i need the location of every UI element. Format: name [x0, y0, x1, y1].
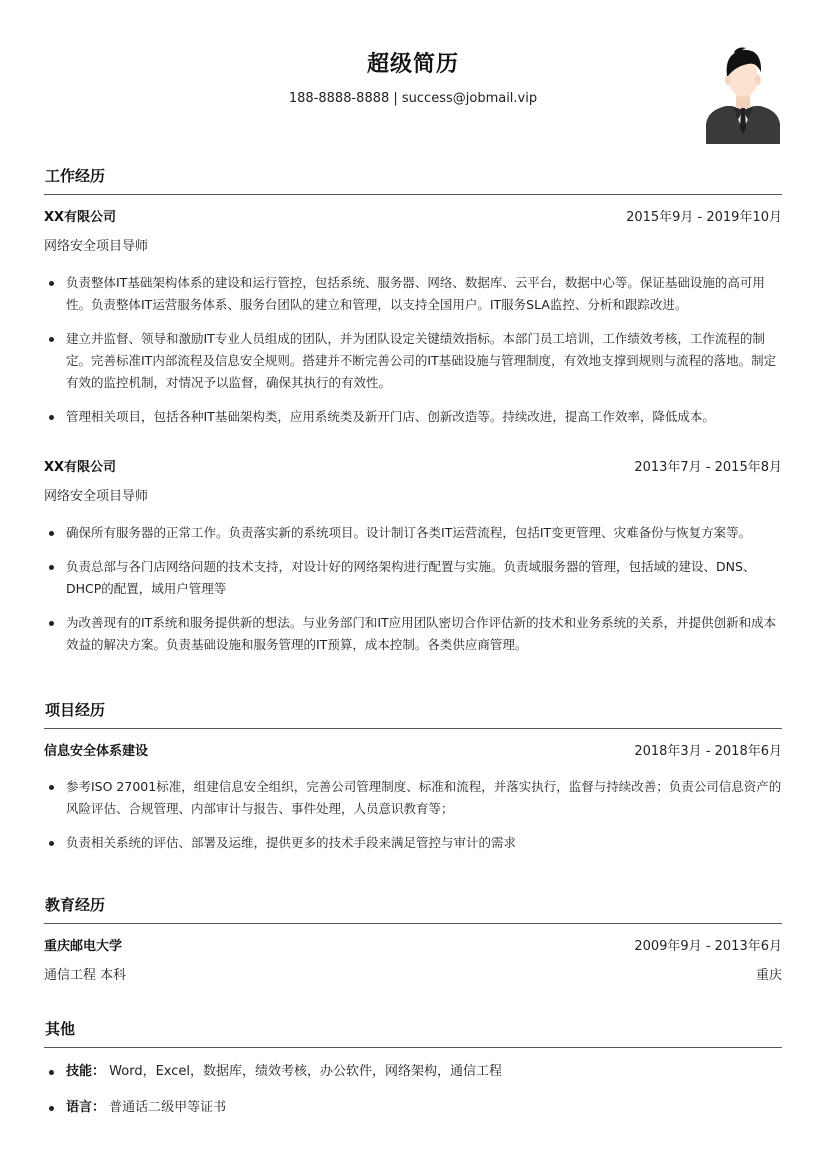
school-city: 重庆	[755, 968, 782, 983]
resume-header	[44, 0, 782, 150]
date-range: 2009年9月 - 2013年6月	[634, 939, 782, 954]
duty-item: 负责相关系统的评估、部署及运维，提供更多的技术手段来满足管控与审计的需求	[44, 832, 782, 854]
project-entry	[44, 742, 782, 866]
major-degree: 通信工程 本科	[44, 968, 127, 983]
resume-title: 超级简历	[366, 52, 459, 77]
section-divider	[44, 728, 782, 729]
education-section	[44, 893, 782, 924]
date-range: 2018年3月 - 2018年6月	[634, 744, 782, 759]
duty-item: 参考ISO 27001标准，组建信息安全组织，完善公司管理制度、标准和流程，并落实执行，监督与持续改善；负责公司信息资产的风险评估、合规管理、内部审计与报告、事件处理，人员意识教育等；	[44, 776, 782, 820]
other-list	[44, 1062, 782, 1118]
project-section	[44, 698, 782, 729]
section-title-projects: 项目经历	[45, 701, 106, 719]
project-entry-header	[44, 742, 782, 762]
duty-item: 为改善现有的IT系统和服务提供新的想法。与业务部门和IT应用团队密切合作评估新的技术和业务系统的关系，并提供创新和成本效益的解决方案。负责基础设施和服务管理的IT预算，成本控制。各类供应商管理。	[44, 612, 782, 656]
company-name: XX有限公司	[44, 210, 117, 225]
skills-value: Word，Excel，数据库，绩效考核，办公软件，网络架构，通信工程	[109, 1064, 503, 1079]
job-role-row	[44, 237, 782, 257]
duty-item: 确保所有服务器的正常工作。负责落实新的系统项目。设计制订各类IT运营流程，包括IT变更管理、灾难备份与恢复方案等。	[44, 522, 782, 544]
school-name: 重庆邮电大学	[44, 939, 123, 954]
job-role-row	[44, 487, 782, 507]
avatar-illustration	[704, 42, 782, 144]
duty-item: 建立并监督、领导和激励IT专业人员组成的团队，并为团队设定关键绩效指标。本部门员工培训，工作绩效考核，工作流程的制定。完善标准IT内部流程及信息安全规则。搭建并不断完善公司的IT基础设施与管理制度，有效地支撑到规则与流程的落地。制定有效的监控机制，对情况予以监督，确保其执行的有效性。	[44, 328, 782, 394]
work-entry	[44, 208, 782, 440]
education-entry	[44, 937, 782, 986]
section-divider	[44, 923, 782, 924]
section-divider	[44, 1047, 782, 1048]
work-entry-header	[44, 208, 782, 228]
project-name: 信息安全体系建设	[44, 744, 149, 759]
duty-list	[44, 522, 782, 656]
duty-item: 管理相关项目，包括各种IT基础架构类，应用系统类及新开门店、创新改造等。持续改进，提高工作效率，降低成本。	[44, 406, 782, 428]
avatar	[704, 42, 782, 144]
education-detail-row	[44, 966, 782, 986]
section-title-other: 其他	[45, 1020, 76, 1038]
work-entry-header	[44, 458, 782, 478]
duty-item: 负责总部与各门店网络问题的技术支持，对设计好的网络架构进行配置与实施。负责域服务器的管理，包括域的建设、DNS、DHCP的配置，域用户管理等	[44, 556, 782, 600]
other-section	[44, 1017, 782, 1048]
resume-page	[44, 0, 782, 1169]
date-range: 2015年9月 - 2019年10月	[626, 210, 782, 225]
language-label: 语言：	[66, 1100, 106, 1115]
section-title-education: 教育经历	[45, 896, 106, 914]
company-name: XX有限公司	[44, 460, 117, 475]
language-value: 普通话二级甲等证书	[109, 1100, 227, 1115]
job-role: 网络安全项目导师	[44, 489, 149, 504]
job-role: 网络安全项目导师	[44, 239, 149, 254]
work-section	[44, 164, 782, 195]
work-entry	[44, 458, 782, 668]
duty-item: 负责整体IT基础架构体系的建设和运行管控，包括系统、服务器、网络、数据库、云平台，数据中心等。保证基础设施的高可用性。负责整体IT运营服务体系、服务台团队的建立和管理，以支持全国用户。IT服务SLA监控、分析和跟踪改进。	[44, 272, 782, 316]
duty-list	[44, 272, 782, 428]
skills-item	[44, 1062, 782, 1082]
section-divider	[44, 194, 782, 195]
date-range: 2013年7月 - 2015年8月	[634, 460, 782, 475]
section-title-work: 工作经历	[45, 167, 106, 185]
language-item	[44, 1098, 782, 1118]
skills-label: 技能：	[66, 1064, 106, 1079]
project-duty-list	[44, 776, 782, 854]
education-entry-header	[44, 937, 782, 957]
contact-info: 188-8888-8888 | success@jobmail.vip	[288, 91, 538, 106]
